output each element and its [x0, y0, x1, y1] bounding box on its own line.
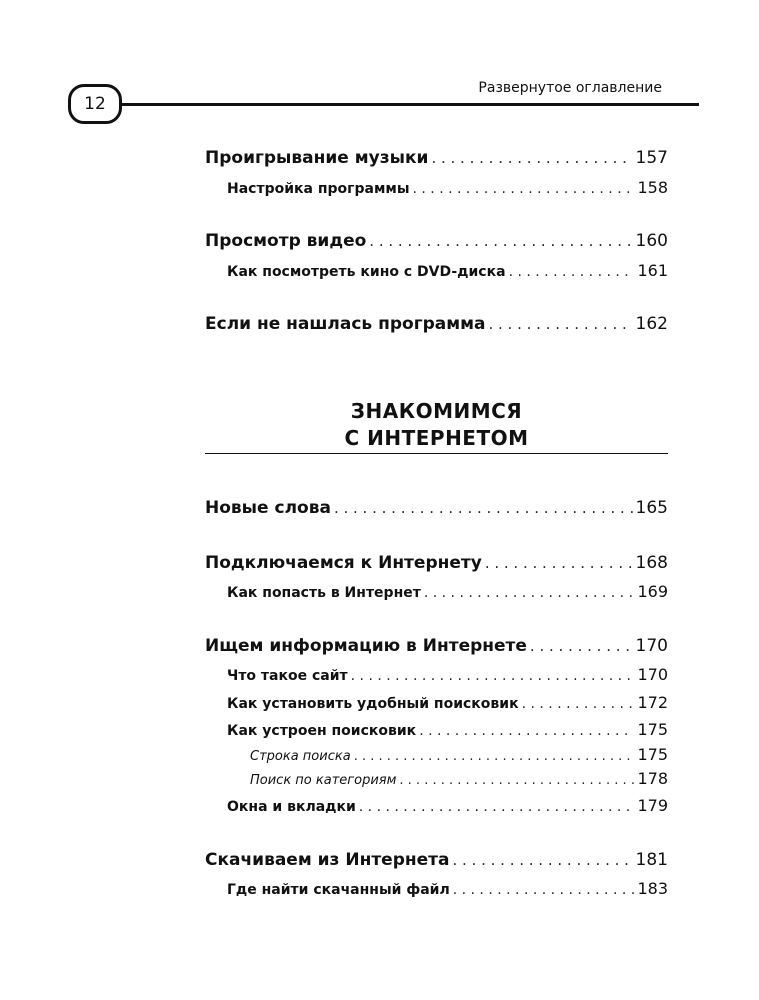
- toc-entry-page: 179: [637, 796, 668, 815]
- leader-dots: [452, 851, 632, 869]
- toc-entry-label: Где найти скачанный файл: [227, 882, 450, 898]
- toc-entry[interactable]: [205, 498, 668, 518]
- toc-entry[interactable]: [205, 769, 668, 788]
- toc-entry-label: Ищем информацию в Интернете: [205, 636, 527, 656]
- toc-entry-label: Что такое сайт: [227, 668, 348, 684]
- toc-entry-page: 178: [637, 769, 668, 788]
- header-rule: [120, 103, 699, 106]
- toc-entry[interactable]: [205, 314, 668, 334]
- toc-entry-page: 175: [637, 720, 668, 739]
- toc-entry-label: Как устроен поисковик: [227, 723, 417, 739]
- leader-dots: [522, 696, 635, 712]
- toc-entry[interactable]: [205, 261, 668, 280]
- toc-entry-label: Проигрывание музыки: [205, 148, 429, 168]
- toc-entry-label: Как установить удобный поисковик: [227, 696, 519, 712]
- leader-dots: [453, 882, 635, 898]
- toc-entry-page: 172: [637, 693, 668, 712]
- toc-entry-label: Как попасть в Интернет: [227, 585, 421, 601]
- toc-entry-page: 170: [635, 636, 668, 656]
- leader-dots: [488, 315, 632, 333]
- toc-entry[interactable]: [205, 720, 668, 739]
- toc-entry[interactable]: [205, 553, 668, 573]
- section-rule: [205, 453, 668, 454]
- leader-dots: [485, 554, 633, 572]
- toc-entry-label: Просмотр видео: [205, 231, 367, 251]
- toc-entry[interactable]: [205, 148, 668, 168]
- toc-entry-label: Подключаемся к Интернету: [205, 553, 482, 573]
- toc-entry-label: Как посмотреть кино с DVD-диска: [227, 264, 506, 280]
- toc-entry-page: 162: [635, 314, 668, 334]
- toc-entry-page: 160: [635, 231, 668, 251]
- toc-entry-page: 169: [637, 582, 668, 601]
- toc-entry-label: Строка поиска: [250, 749, 351, 764]
- toc-entry-label: Поиск по категориям: [250, 773, 397, 788]
- toc-entry-label: Скачиваем из Интернета: [205, 850, 450, 870]
- leader-dots: [369, 232, 632, 250]
- section-heading: [205, 398, 668, 452]
- toc-entry[interactable]: [205, 796, 668, 815]
- toc-entry-page: 170: [637, 665, 668, 684]
- leader-dots: [530, 637, 633, 655]
- toc-entry[interactable]: [205, 582, 668, 601]
- leader-dots: [334, 499, 633, 517]
- toc-entry-page: 157: [635, 148, 668, 168]
- toc-entry-page: 181: [635, 850, 668, 870]
- page-number: 12: [84, 94, 106, 114]
- toc-entry[interactable]: [205, 745, 668, 764]
- leader-dots: [351, 668, 635, 684]
- leader-dots: [399, 773, 634, 788]
- toc-entry[interactable]: [205, 665, 668, 684]
- toc-entry-page: 175: [637, 745, 668, 764]
- toc-entry[interactable]: [205, 178, 668, 197]
- section-heading-line: ЗНАКОМИМСЯ: [350, 399, 523, 423]
- leader-dots: [413, 181, 635, 197]
- toc-entry-label: Настройка программы: [227, 181, 410, 197]
- leader-dots: [419, 723, 634, 739]
- leader-dots: [359, 799, 635, 815]
- leader-dots: [354, 749, 635, 764]
- toc-entry[interactable]: [205, 693, 668, 712]
- toc-entry[interactable]: [205, 231, 668, 251]
- leader-dots: [509, 264, 635, 280]
- toc-entry-page: 158: [637, 178, 668, 197]
- toc-entry-label: Окна и вкладки: [227, 799, 356, 815]
- toc-entry[interactable]: [205, 879, 668, 898]
- toc-entry-label: Если не нашлась программа: [205, 314, 486, 334]
- running-title: Развернутое оглавление: [478, 80, 662, 96]
- toc-entry-page: 183: [637, 879, 668, 898]
- toc-entry-page: 168: [635, 553, 668, 573]
- leader-dots: [424, 585, 635, 601]
- toc-entry[interactable]: [205, 850, 668, 870]
- section-heading-line: С ИНТЕРНЕТОМ: [344, 426, 529, 450]
- toc-entry-page: 165: [635, 498, 668, 518]
- page-number-badge: [68, 84, 122, 124]
- toc-entry-page: 161: [637, 261, 668, 280]
- leader-dots: [431, 149, 632, 167]
- toc-entry[interactable]: [205, 636, 668, 656]
- toc-entry-label: Новые слова: [205, 498, 331, 518]
